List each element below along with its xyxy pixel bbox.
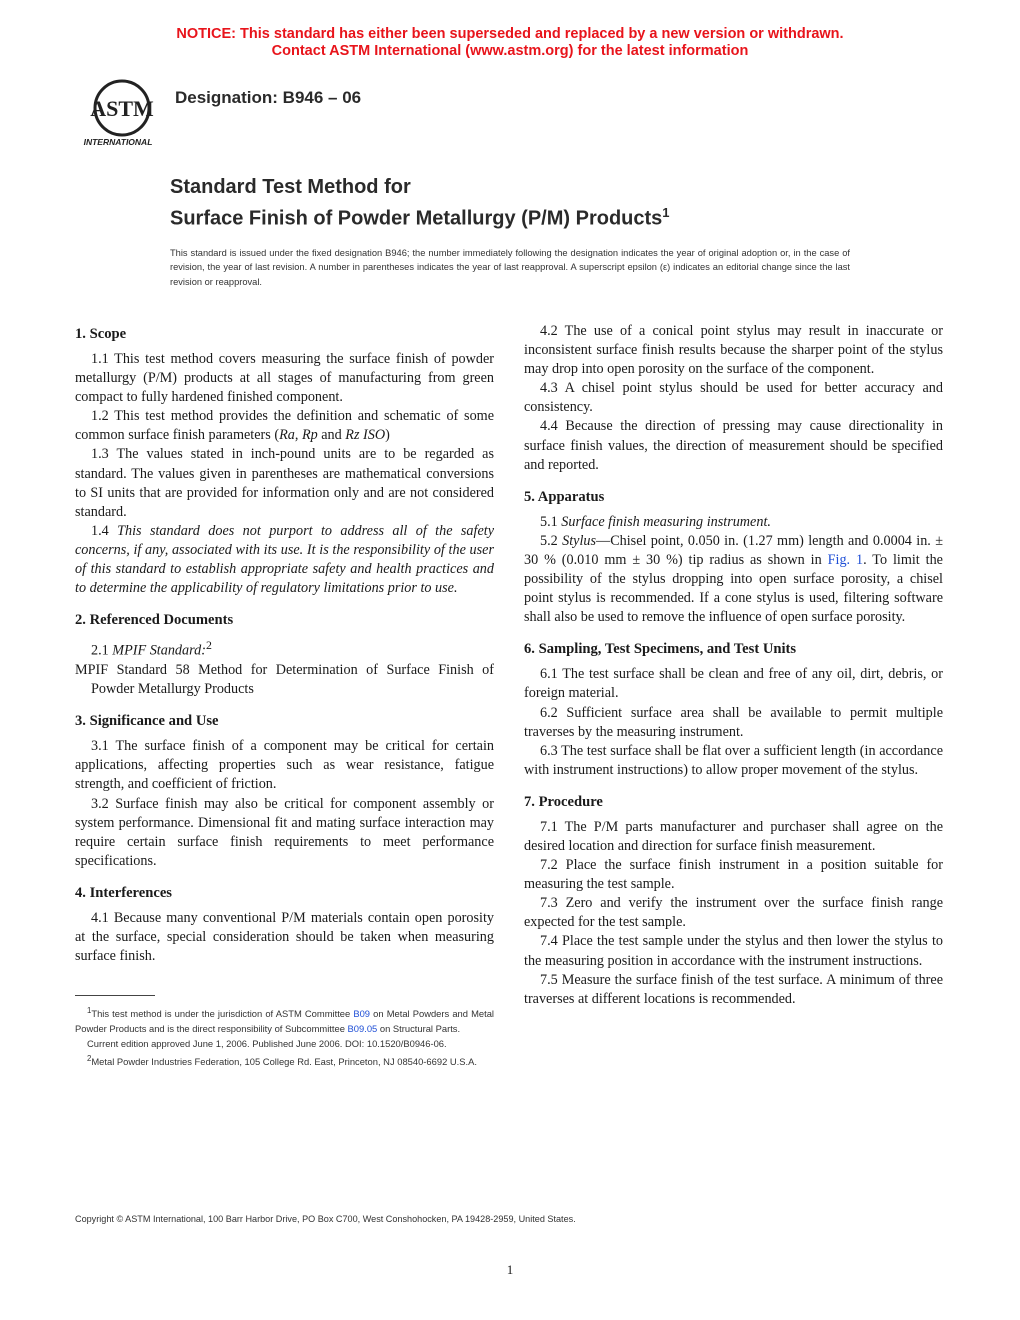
section-heading-referenced-documents: 2. Referenced Documents bbox=[75, 612, 234, 629]
withdrawal-notice bbox=[0, 26, 1020, 60]
param-close: ) bbox=[385, 427, 390, 444]
footnote-2 bbox=[75, 1051, 494, 1069]
left-column bbox=[75, 322, 494, 966]
paragraph-5-2-text-end: . To limit the possibility of the stylus dropping into open surface porosity, a chisel point stylus is recommended. If a cone stylus is used, filtering software shall also be used to remove the influence of open surface porosity. bbox=[524, 551, 943, 626]
instrument-term: Surface finish measuring instrument. bbox=[561, 513, 771, 530]
notice-line-2: Contact ASTM International (www.astm.org) for the latest information bbox=[271, 43, 749, 59]
paragraph-7-5: 7.5 Measure the surface finish of the test surface. A minimum of three traverses at different locations is recommended. bbox=[524, 971, 943, 1007]
paragraph-1-1: 1.1 This test method covers measuring the surface finish of powder metallurgy (P/M) products at all stages of manufacturing from green compact to fully hardened finished component. bbox=[75, 351, 494, 406]
reference-mpif-58: MPIF Standard 58 Method for Determination of Surface Finish of Powder Metallurgy Products bbox=[75, 662, 494, 698]
paragraph-4-3: 4.3 A chisel point stylus should be used for better accuracy and consistency. bbox=[524, 380, 943, 416]
copyright-line: Copyright © ASTM International, 100 Barr Harbor Drive, PO Box C700, West Conshohocken, PA 19428-2959, United States. bbox=[75, 1214, 576, 1224]
footnote-1-text: This test method is under the jurisdiction of ASTM Committee bbox=[91, 1008, 354, 1020]
footnote-1-text-mid: on Metal Powders and Metal Powder Products and is the direct responsibility of Subcommittee bbox=[75, 1008, 495, 1035]
param-and: and bbox=[317, 427, 346, 444]
section-heading-apparatus: 5. Apparatus bbox=[524, 488, 605, 505]
notice-line-1: NOTICE: This standard has either been superseded and replaced by a new version or withdrawn. bbox=[176, 26, 844, 42]
title-footnote-mark: 1 bbox=[662, 205, 670, 220]
paragraph-6-1: 6.1 The test surface shall be clean and free of any oil, dirt, debris, or foreign material. bbox=[524, 666, 943, 702]
footnote-2-mark: 2 bbox=[87, 1054, 92, 1064]
param-rz-iso: Rz ISO bbox=[345, 427, 386, 444]
paragraph-7-3: 7.3 Zero and verify the instrument over the surface finish range expected for the test sample. bbox=[524, 895, 943, 931]
section-heading-interferences: 4. Interferences bbox=[75, 884, 172, 901]
paragraph-2-1 bbox=[75, 636, 494, 661]
page-number: 1 bbox=[506, 1262, 514, 1277]
section-heading-sampling: 6. Sampling, Test Specimens, and Test Units bbox=[524, 641, 797, 658]
paragraph-5-1 bbox=[524, 513, 943, 532]
section-heading-scope: 1. Scope bbox=[75, 326, 127, 342]
footnote-1-edition: Current edition approved June 1, 2006. Published June 2006. DOI: 10.1520/B0946-06. bbox=[87, 1038, 447, 1050]
title-line-2 bbox=[170, 200, 670, 232]
paragraph-1-2-text: 1.2 This test method provides the definition and schematic of some common surface finish parameters ( bbox=[75, 408, 494, 444]
committee-b09-link[interactable]: B09 bbox=[353, 1008, 371, 1020]
param-ra: Ra bbox=[279, 427, 295, 444]
paragraph-5-2-number: 5.2 bbox=[540, 532, 563, 549]
paragraph-7-4: 7.4 Place the test sample under the stylus and then lower the stylus to the measuring position in accordance with the instrument instructions. bbox=[524, 933, 943, 969]
param-separator: , bbox=[294, 427, 302, 444]
right-column bbox=[524, 322, 943, 1009]
paragraph-1-3: 1.3 The values stated in inch-pound units are to be regarded as standard. The values given in parentheses are mathematical conversions to SI units that are provided for information only and are not considered standard. bbox=[75, 446, 494, 520]
paragraph-5-2-text: —Chisel point, 0.050 in. (1.27 mm) length and 0.0004 in. ± 30 % (0.010 mm ± 30 %) tip radius as shown in bbox=[524, 532, 944, 568]
param-rp: Rp bbox=[301, 427, 318, 444]
footnote-mark-2: 2 bbox=[205, 638, 212, 653]
issuance-statement: This standard is issued under the fixed designation B946; the number immediately following the designation indicates the year of original adoption or, in the case of revision, the year of last revision. A number in parentheses indicates the year of last reapproval. A superscript epsilon (ε) indicates an editorial change since the last revision or reapproval. bbox=[170, 248, 850, 287]
paragraph-2-1-number: 2.1 bbox=[91, 642, 113, 659]
paragraph-3-2: 3.2 Surface finish may also be critical for component assembly or system performance. Dimensional fit and mating surface interaction may require certain surface finish requirements to meet performance specifications. bbox=[75, 795, 494, 869]
section-heading-procedure: 7. Procedure bbox=[524, 793, 603, 810]
paragraph-4-4: 4.4 Because the direction of pressing may cause directionality in surface finish values, the direction of measurement should be specified and reported. bbox=[524, 418, 943, 473]
paragraph-4-1: 4.1 Because many conventional P/M materials contain open porosity at the surface, special consideration should be taken when measuring surface finish. bbox=[75, 909, 494, 965]
footnote-divider bbox=[75, 995, 155, 996]
title-line-2-text: Surface Finish of Powder Metallurgy (P/M) Products bbox=[170, 207, 663, 230]
mpif-standard-label: MPIF Standard: bbox=[112, 642, 206, 659]
footnote-1-text-end: on Structural Parts. bbox=[377, 1023, 461, 1035]
paragraph-3-1: 3.1 The surface finish of a component may be critical for certain applications, affecting properties such as wear resistance, fatigue strength, and coefficient of friction. bbox=[75, 738, 494, 793]
paragraph-6-2: 6.2 Sufficient surface area shall be available to permit multiple traverses by the measuring instrument. bbox=[524, 704, 943, 740]
astm-logo-icon bbox=[76, 76, 160, 148]
paragraph-1-2 bbox=[75, 407, 494, 445]
stylus-term: Stylus bbox=[562, 532, 596, 549]
paragraph-6-3: 6.3 The test surface shall be flat over a sufficient length (in accordance with instrument instructions) to allow proper movement of the stylus. bbox=[524, 742, 943, 778]
document-title bbox=[170, 175, 670, 232]
footnote-1-mark: 1 bbox=[87, 1006, 92, 1015]
subcommittee-b09-05-link[interactable]: B09.05 bbox=[347, 1023, 378, 1035]
paragraph-5-1-number: 5.1 bbox=[540, 513, 562, 530]
paragraph-4-2: 4.2 The use of a conical point stylus may result in inaccurate or inconsistent surface finish results because the sharper point of the stylus may drop into open porosity on the surface of the component. bbox=[524, 323, 943, 378]
footnotes bbox=[75, 1003, 494, 1069]
paragraph-1-4-number: 1.4 bbox=[91, 522, 118, 539]
paragraph-5-2 bbox=[524, 532, 943, 627]
paragraph-1-4 bbox=[75, 522, 494, 598]
title-line-1: Standard Test Method for bbox=[170, 176, 411, 198]
paragraph-7-2: 7.2 Place the surface finish instrument in a position suitable for measuring the test sample. bbox=[524, 857, 943, 893]
paragraph-7-1: 7.1 The P/M parts manufacturer and purchaser shall agree on the desired location and direction for surface finish measurement. bbox=[524, 818, 943, 854]
logo-subtext: INTERNATIONAL bbox=[83, 137, 153, 147]
logo-text: ASTM bbox=[90, 96, 154, 121]
designation: Designation: B946 – 06 bbox=[175, 88, 362, 107]
footnote-2-text: Metal Powder Industries Federation, 105 College Rd. East, Princeton, NJ 08540-6692 U.S.A. bbox=[91, 1056, 477, 1068]
safety-caveat: This standard does not purport to address all of the safety concerns, if any, associated with its use. It is the responsibility of the user of this standard to establish appropriate safety and health practices and to determine the applicability of regulatory limitations prior to use. bbox=[75, 522, 494, 597]
footnote-1 bbox=[75, 1003, 494, 1036]
section-heading-significance: 3. Significance and Use bbox=[75, 713, 219, 730]
figure-1-link[interactable]: Fig. 1 bbox=[827, 551, 864, 568]
